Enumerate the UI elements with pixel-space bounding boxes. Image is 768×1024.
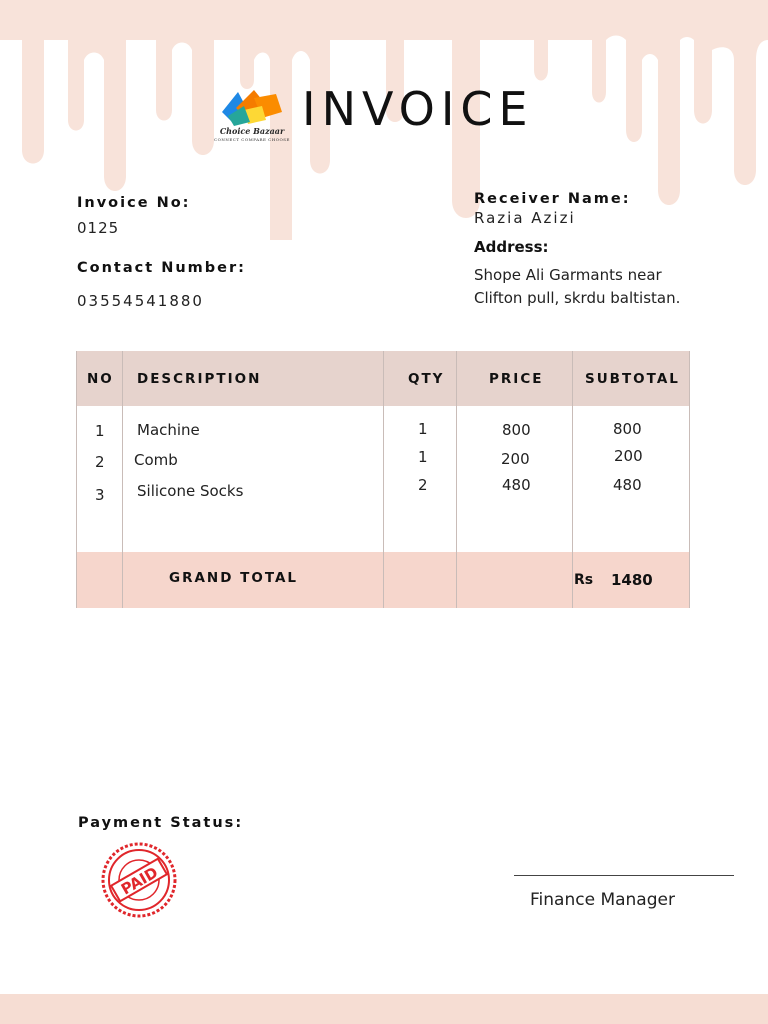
footer-band <box>0 994 768 1024</box>
header-no: NO <box>87 371 114 387</box>
row-subtotal: 200 <box>614 447 643 465</box>
row-price: 200 <box>501 450 530 468</box>
header-price: PRICE <box>489 371 544 387</box>
row-no: 2 <box>95 453 105 471</box>
row-qty: 2 <box>418 476 428 494</box>
row-subtotal: 800 <box>613 420 642 438</box>
column-divider <box>572 351 573 608</box>
column-divider <box>122 351 123 608</box>
receiver-name: Razia Azizi <box>474 209 576 227</box>
page-title: INVOICE <box>302 82 534 136</box>
address <box>474 264 734 310</box>
invoice-number: 0125 <box>77 219 120 237</box>
signature-role: Finance Manager <box>530 890 675 910</box>
table-border <box>689 351 690 608</box>
contact-number: 03554541880 <box>77 292 204 310</box>
header-description: DESCRIPTION <box>137 371 262 387</box>
contact-number-label: Contact Number: <box>77 260 246 276</box>
row-no: 1 <box>95 422 105 440</box>
logo-name: Choice Bazaar <box>219 126 285 136</box>
address-line-2: Clifton pull, skrdu baltistan. <box>474 289 681 307</box>
items-table <box>76 351 690 609</box>
receiver-name-label: Receiver Name: <box>474 191 631 207</box>
row-description: Comb <box>134 451 178 469</box>
row-price: 480 <box>502 476 531 494</box>
grand-total-value: 1480 <box>611 571 653 589</box>
grand-total-currency: Rs <box>574 572 594 588</box>
column-divider <box>456 351 457 608</box>
row-qty: 1 <box>418 420 428 438</box>
payment-status-label: Payment Status: <box>78 815 244 831</box>
row-price: 800 <box>502 421 531 439</box>
table-border <box>76 351 77 608</box>
stamp-text: PAID <box>117 863 162 899</box>
row-description: Silicone Socks <box>137 482 244 500</box>
signature-line <box>514 875 734 876</box>
column-divider <box>383 351 384 608</box>
row-qty: 1 <box>418 448 428 466</box>
logo-tagline: CONNECT COMPARE CHOOSE <box>214 137 290 142</box>
row-no: 3 <box>95 486 105 504</box>
paid-stamp <box>98 842 180 918</box>
grand-total-label: GRAND TOTAL <box>169 570 299 586</box>
header-qty: QTY <box>408 371 445 387</box>
address-label: Address: <box>474 238 549 256</box>
address-line-1: Shope Ali Garmants near <box>474 266 662 284</box>
invoice-number-label: Invoice No: <box>77 195 191 211</box>
row-description: Machine <box>137 421 200 439</box>
header-subtotal: SUBTOTAL <box>585 371 680 387</box>
row-subtotal: 480 <box>613 476 642 494</box>
